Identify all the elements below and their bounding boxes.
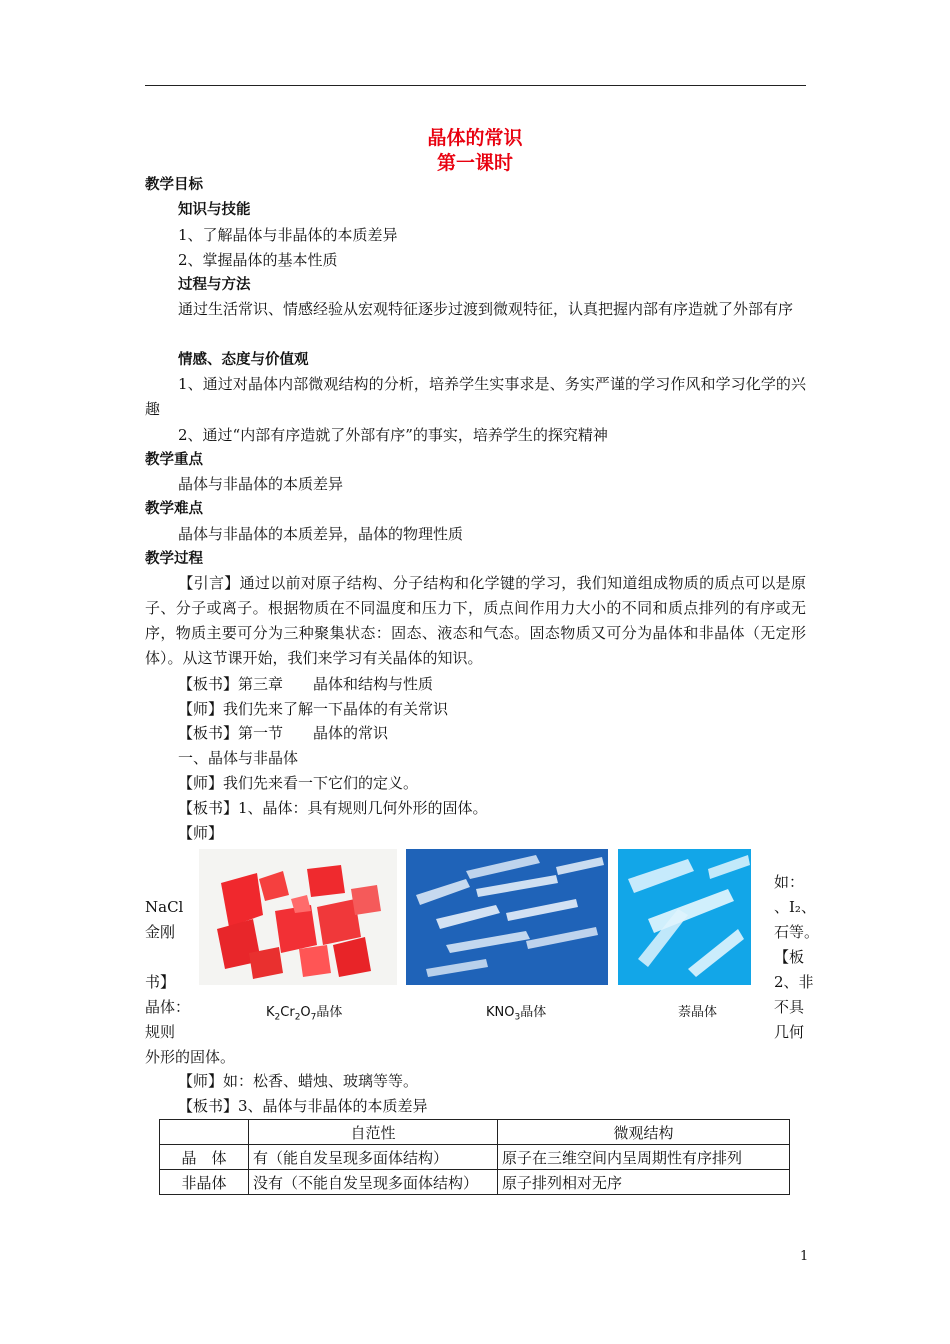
board-section: 【板书】第一节 晶体的常识 xyxy=(178,724,389,742)
board-chapter: 【板书】第三章 晶体和结构与性质 xyxy=(178,675,434,693)
table-cell: 晶 体 xyxy=(160,1145,249,1170)
table-cell: 有（能自发呈现多面体结构） xyxy=(249,1145,498,1170)
key-heading: 教学重点 xyxy=(145,452,203,468)
wrap-end: 外形的固体。 xyxy=(145,1048,236,1066)
wrap-right-3: 石等。 xyxy=(774,923,820,941)
board-difference: 【板书】3、晶体与非晶体的本质差异 xyxy=(178,1097,428,1115)
knowledge-item-1: 1、了解晶体与非晶体的本质差异 xyxy=(178,226,398,244)
difficulty-heading: 教学难点 xyxy=(145,501,203,517)
page-subtitle: 第一课时 xyxy=(436,152,513,174)
wrap-left-5: 晶体： xyxy=(145,998,191,1016)
difficulty-text: 晶体与非晶体的本质差异，晶体的物理性质 xyxy=(178,525,464,543)
kno3-crystal-photo xyxy=(406,849,608,985)
process-heading: 过程与方法 xyxy=(178,277,251,293)
procedure-heading: 教学过程 xyxy=(145,551,203,567)
teacher-line-2: 【师】我们先来看一下它们的定义。 xyxy=(178,774,419,792)
wrap-right-6: 不具 xyxy=(774,998,805,1016)
wrap-right-2: 、I₂、 xyxy=(774,898,816,916)
wrap-left-4: 书】 xyxy=(145,973,176,991)
wrap-right-1: 如： xyxy=(774,873,805,891)
intro-paragraph: 【引言】通过以前对原子结构、分子结构和化学键的学习，我们知道组成物质的质点可以是原子、分子或离子。根据物质在不同温度和压力下，质点间作用力大小的不同和质点排列的有序或无序，物质主要可分为三种聚集状态：固态、液态和气态。固态物质又可分为晶体和非晶体（无定形体）。从这节课开始，我们来学习有关晶体的知识。 xyxy=(145,574,806,667)
k2cr2o7-crystal-photo xyxy=(199,849,397,985)
table-cell: 原子排列相对无序 xyxy=(498,1170,790,1195)
comparison-table xyxy=(159,1119,790,1195)
teacher-line-3: 【师】 xyxy=(178,824,224,842)
wrap-left-1: NaCl xyxy=(145,898,184,916)
emotion-item-1: 1、通过对晶体内部微观结构的分析，培养学生实事求是、务实严谨的学习作风和学习化学的兴趣 xyxy=(145,375,806,418)
wrap-right-5: 2、非 xyxy=(774,973,814,991)
wrap-right-7: 几何 xyxy=(774,1023,805,1041)
caption-naphthalene: 萘晶体 xyxy=(678,1005,718,1020)
goals-heading: 教学目标 xyxy=(145,177,203,193)
table-cell: 没有（不能自发呈现多面体结构） xyxy=(249,1170,498,1195)
board-definition-crystal: 【板书】1、晶体：具有规则几何外形的固体。 xyxy=(178,799,488,817)
header-rule xyxy=(145,85,806,86)
caption-kno3: $KNO_3$晶体 xyxy=(486,1005,547,1023)
knowledge-heading: 知识与技能 xyxy=(178,202,251,218)
page-title: 晶体的常识 xyxy=(427,127,523,149)
emotion-heading: 情感、态度与价值观 xyxy=(178,352,309,368)
table-header-row xyxy=(160,1120,790,1145)
process-text: 通过生活常识、情感经验从宏观特征逐步过渡到微观特征，认真把握内部有序造就了外部有序 xyxy=(178,300,794,318)
table-row xyxy=(160,1170,790,1195)
wrap-right-4: 【板 xyxy=(774,948,805,966)
page-number: 1 xyxy=(800,1249,809,1264)
table-cell: 原子在三维空间内呈周期性有序排列 xyxy=(498,1145,790,1170)
key-text: 晶体与非晶体的本质差异 xyxy=(178,475,344,493)
wrap-left-2: 金刚 xyxy=(145,923,176,941)
table-cell: 非晶体 xyxy=(160,1170,249,1195)
teacher-line-4: 【师】如：松香、蜡烛、玻璃等等。 xyxy=(178,1072,419,1090)
table-header-cell xyxy=(160,1120,249,1145)
naphthalene-crystal-photo xyxy=(618,849,751,985)
wrap-left-6: 规则 xyxy=(145,1023,176,1041)
teacher-line-1: 【师】我们先来了解一下晶体的有关常识 xyxy=(178,700,449,718)
table-row xyxy=(160,1145,790,1170)
caption-k2cr2o7: $K_2Cr_2O_7$晶体 xyxy=(266,1005,343,1023)
table-header-cell: 微观结构 xyxy=(498,1120,790,1145)
part-heading: 一、晶体与非晶体 xyxy=(178,749,299,767)
emotion-item-2: 2、通过“内部有序造就了外部有序”的事实，培养学生的探究精神 xyxy=(178,426,608,444)
table-header-cell: 自范性 xyxy=(249,1120,498,1145)
knowledge-item-2: 2、掌握晶体的基本性质 xyxy=(178,251,338,269)
